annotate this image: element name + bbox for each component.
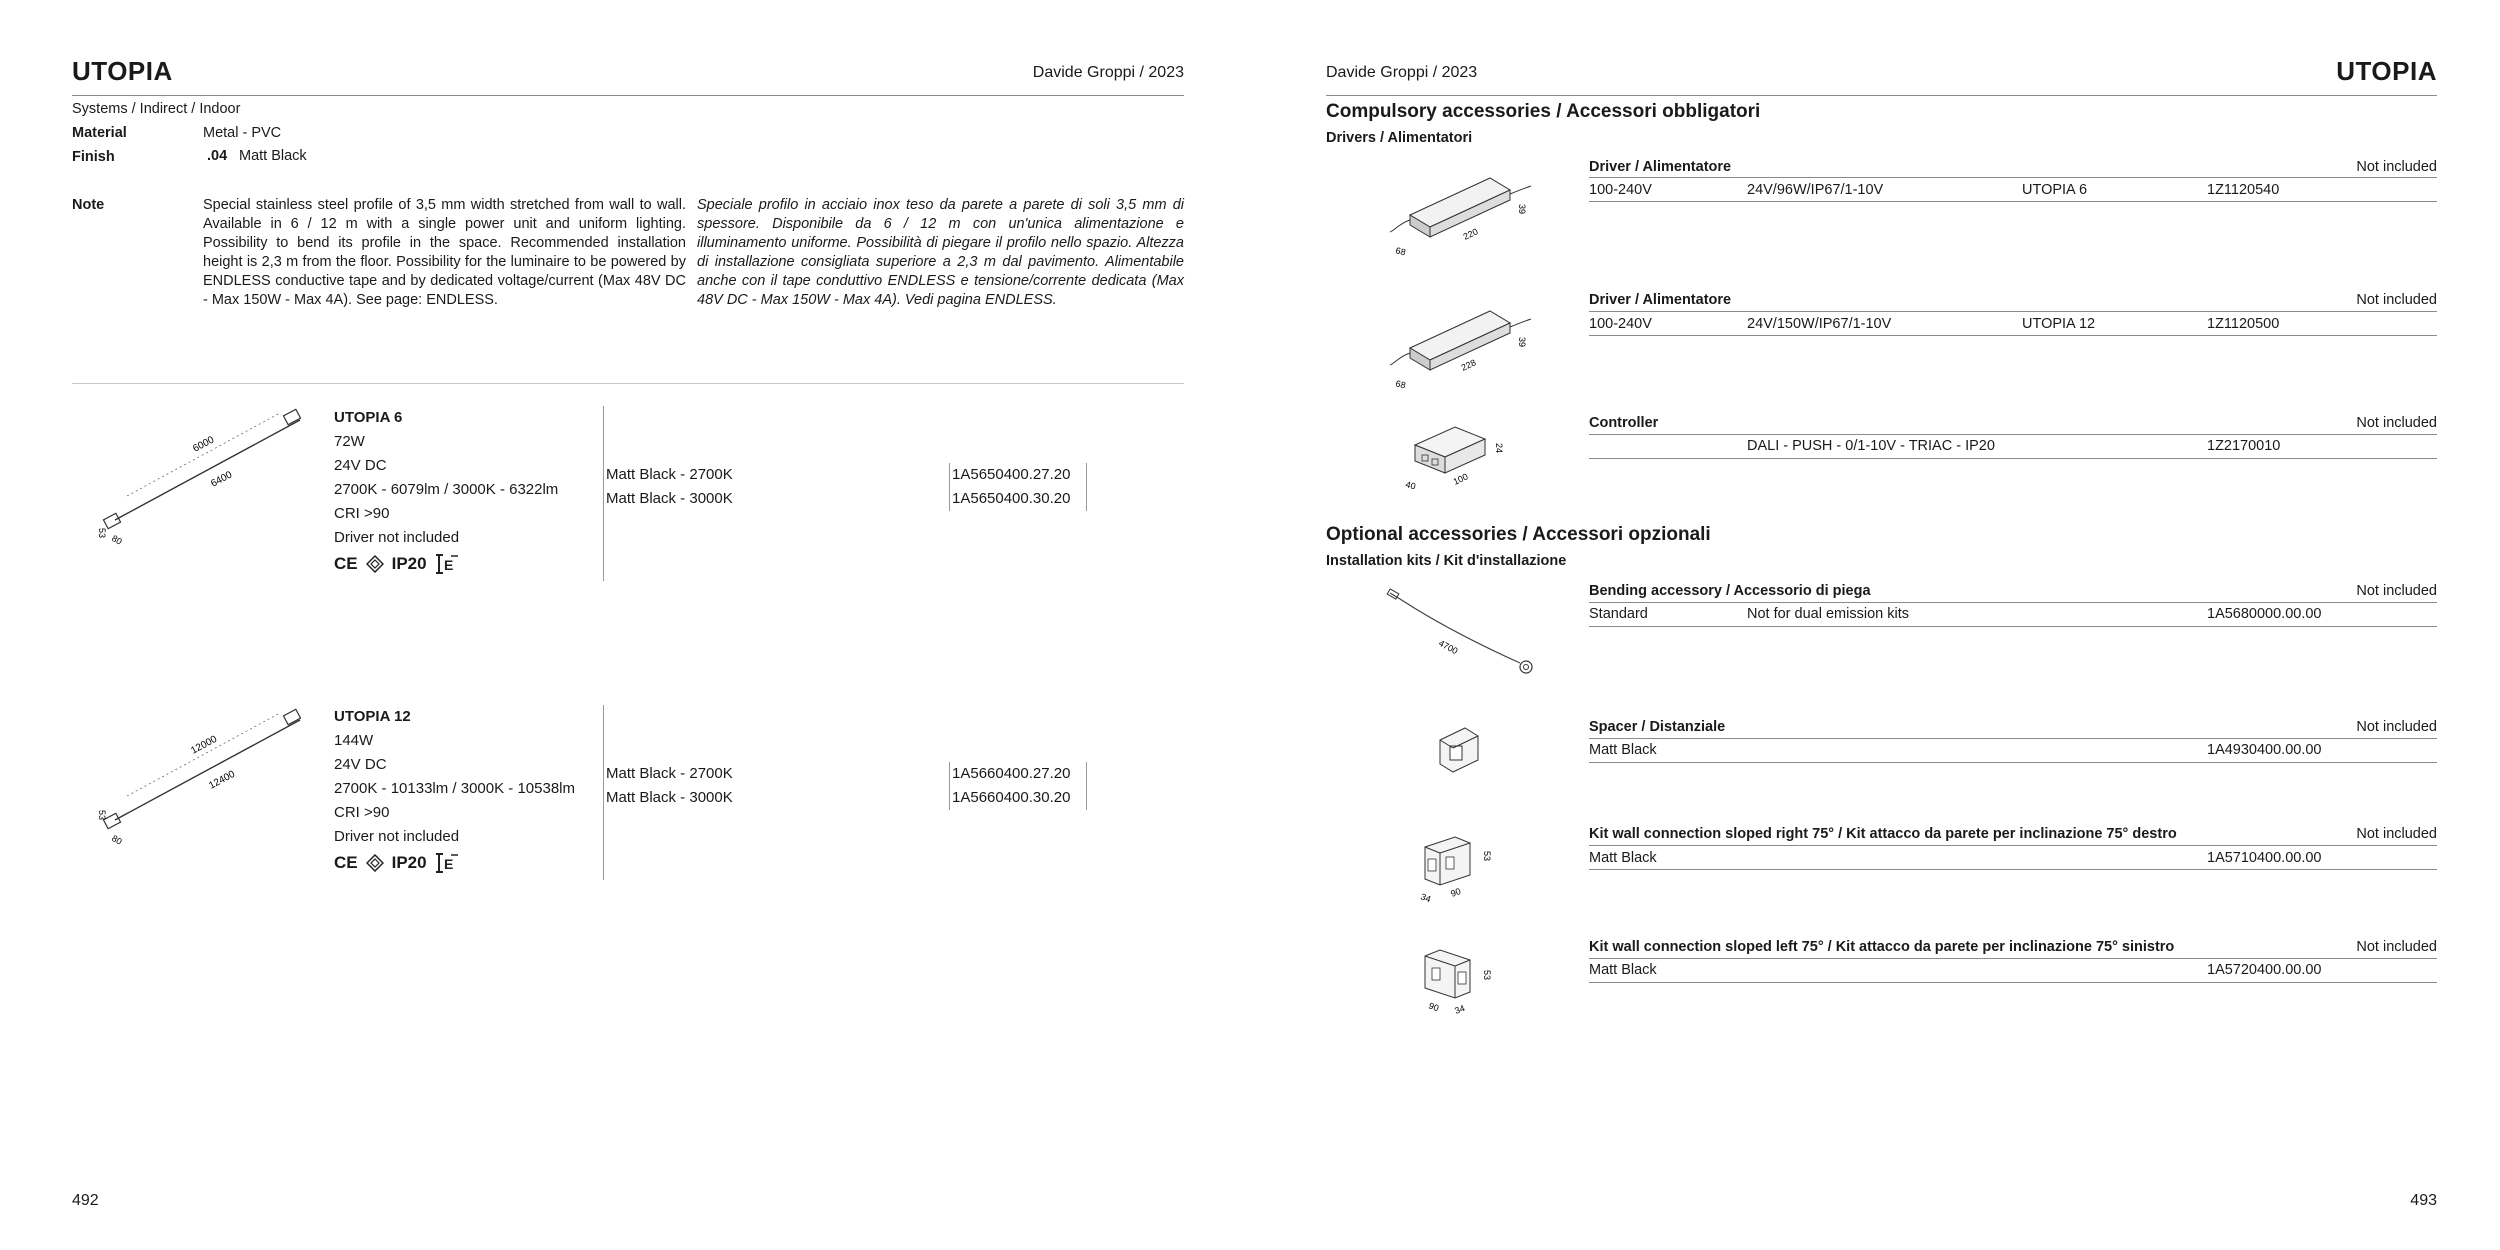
driver-utopia-12-rule-bottom	[1589, 335, 2437, 336]
left-page-number: 492	[72, 1192, 99, 1209]
utopia-6-dim-d: 80	[110, 533, 124, 547]
spacer-rule-top	[1589, 738, 2437, 739]
utopia-12-variant-1-code: 1A5660400.27.20	[952, 765, 1071, 782]
utopia-6-voltage: 24V DC	[334, 457, 387, 474]
utopia-12-variant-2-finish: Matt Black - 3000K	[606, 789, 733, 806]
note-label: Note	[72, 197, 105, 213]
controller-rule-top	[1589, 434, 2437, 435]
utopia-12-power: 144W	[334, 732, 374, 749]
ip20-mark: IP20	[391, 554, 427, 573]
driver-utopia-12-dim-d3: 39	[1517, 337, 1527, 348]
driver-utopia-12-drawing	[1385, 293, 1535, 393]
note-italian: Speciale profilo in acciaio inox teso da parete a parete di soli 3,5 mm di spessore. Disponibile da 6 / 12 m con un'unica alimentazione e illuminamento uniforme. Possibilità di piegare il profilo nello spazio. Altezza di installazione consigliata superiore a 2,3 m dal pavimento. Alimentabile anche con il tape conduttivo ENDLESS e tensione/corrente dedicata (Max 48V DC - Max 150W - Max 4A). Vedi pagina ENDLESS.	[697, 197, 1184, 308]
utopia-12-dim-d: 80	[110, 833, 124, 847]
driver-utopia-6-code: 1Z1120540	[2207, 182, 2280, 198]
controller-drawing	[1400, 415, 1520, 495]
utopia-6-variant-2-code: 1A5650400.30.20	[952, 490, 1071, 507]
ce-mark-icon: CE	[334, 554, 358, 573]
spacer-head: Spacer / Distanziale	[1589, 719, 1726, 735]
utopia-12-variant-2-code: 1A5660400.30.20	[952, 789, 1071, 806]
utopia-6-dim-a: 6000	[191, 434, 217, 455]
bending-accessory-type: Standard	[1589, 606, 1648, 622]
utopia-12-variant-1-finish: Matt Black - 2700K	[606, 765, 733, 782]
material-value: Metal - PVC	[203, 125, 282, 141]
controller-head: Controller	[1589, 415, 1659, 431]
finish-code: .04	[207, 148, 228, 164]
right-page-number: 493	[2410, 1192, 2437, 1209]
driver-utopia-12-output: 24V/150W/IP67/1-10V	[1747, 316, 1892, 332]
utopia-6-code-divider-left	[949, 463, 950, 511]
right-page-author: Davide Groppi / 2023	[1326, 64, 1478, 81]
kit-right-rule-top	[1589, 845, 2437, 846]
kit-sloped-right-finish: Matt Black	[1589, 850, 1657, 866]
kit-sloped-right-drawing	[1410, 825, 1510, 905]
driver-utopia-12-head: Driver / Alimentatore	[1589, 292, 1732, 308]
right-header-divider	[1326, 95, 2437, 96]
utopia-6-name: UTOPIA 6	[334, 409, 403, 426]
driver-utopia-6-drawing	[1385, 160, 1535, 260]
utopia-12-cert-marks	[334, 852, 459, 874]
driver-utopia-12-dim-d1: 68	[1394, 378, 1407, 391]
driver-utopia-12-rule-top	[1589, 311, 2437, 312]
driver-utopia-6-rule-bottom	[1589, 201, 2437, 202]
controller-code: 1Z2170010	[2207, 438, 2281, 454]
utopia-6-lumen: 2700K - 6079lm / 3000K - 6322lm	[334, 481, 559, 498]
controller-dim-d2: 100	[1451, 471, 1470, 487]
kit-left-rule-bottom	[1589, 982, 2437, 983]
spacer-finish: Matt Black	[1589, 742, 1657, 758]
utopia-12-dim-b: 12400	[207, 768, 237, 792]
utopia-12-driver: Driver not included	[334, 828, 460, 845]
spacer-drawing	[1430, 720, 1490, 780]
controller-spec: DALI - PUSH - 0/1-10V - TRIAC - IP20	[1747, 438, 1995, 454]
utopia-6-variant-1-code: 1A5650400.27.20	[952, 466, 1071, 483]
utopia-12-dim-c: 53	[97, 810, 107, 821]
kit-sloped-left-code: 1A5720400.00.00	[2207, 962, 2322, 978]
controller-rule-bottom	[1589, 458, 2437, 459]
kit-sloped-left-drawing	[1410, 938, 1510, 1018]
utopia-12-lumen: 2700K - 10133lm / 3000K - 10538lm	[334, 780, 575, 797]
utopia-12-name: UTOPIA 12	[334, 708, 411, 725]
kit-left-dim-d1: 90	[1427, 1000, 1441, 1014]
svg-text:E: E	[443, 557, 453, 573]
bending-accessory-note: Not for dual emission kits	[1747, 606, 1909, 622]
category-breadcrumb: Systems / Indirect / Indoor	[72, 101, 241, 117]
utopia-6-cert-marks	[334, 553, 459, 575]
utopia-6-divider	[603, 406, 604, 581]
bending-accessory-drawing	[1380, 585, 1540, 690]
bending-rule-bottom	[1589, 626, 2437, 627]
controller-dim-d3: 24	[1494, 443, 1504, 454]
kit-right-rule-bottom	[1589, 869, 2437, 870]
finish-value: Matt Black	[239, 148, 307, 164]
utopia-12-divider	[603, 705, 604, 880]
bending-accessory-code: 1A5680000.00.00	[2207, 606, 2322, 622]
compulsory-title: Compulsory accessories / Accessori obbligatori	[1326, 101, 1761, 122]
kit-sloped-left-status: Not included	[2356, 939, 2437, 955]
bending-rule-top	[1589, 602, 2437, 603]
class-symbol-icon	[366, 854, 384, 872]
kit-left-dim-d3: 53	[1482, 970, 1492, 981]
class-symbol-icon	[366, 555, 384, 573]
driver-utopia-12-code: 1Z1120500	[2207, 316, 2280, 332]
utopia-6-dim-c: 53	[97, 528, 107, 539]
utopia-6-driver: Driver not included	[334, 529, 460, 546]
utopia-12-cri: CRI >90	[334, 804, 390, 821]
kit-sloped-left-finish: Matt Black	[1589, 962, 1657, 978]
optional-title: Optional accessories / Accessori opzionali	[1326, 524, 1711, 545]
kit-right-dim-d2: 90	[1449, 886, 1463, 899]
driver-utopia-6-head: Driver / Alimentatore	[1589, 159, 1732, 175]
kit-sloped-left-head: Kit wall connection sloped left 75° / Kit attacco da parete per inclinazione 75° sinistro	[1589, 939, 2175, 955]
finish-label: Finish	[72, 149, 115, 165]
material-label: Material	[72, 125, 127, 141]
optional-subtitle: Installation kits / Kit d'installazione	[1326, 553, 1567, 569]
right-page-title: UTOPIA	[2336, 56, 2437, 86]
driver-utopia-12-model: UTOPIA 12	[2022, 316, 2096, 332]
controller-dim-d1: 40	[1404, 479, 1417, 492]
spacer-status: Not included	[2356, 719, 2437, 735]
bending-accessory-head: Bending accessory / Accessorio di piega	[1589, 583, 1871, 599]
utopia-6-variant-2-finish: Matt Black - 3000K	[606, 490, 733, 507]
kit-sloped-right-status: Not included	[2356, 826, 2437, 842]
bending-accessory-status: Not included	[2356, 583, 2437, 599]
driver-utopia-6-dim-d3: 39	[1517, 204, 1527, 215]
compulsory-subtitle: Drivers / Alimentatori	[1326, 130, 1473, 146]
left-page-author: Davide Groppi / 2023	[1032, 64, 1184, 81]
controller-status: Not included	[2356, 415, 2437, 431]
driver-utopia-6-model: UTOPIA 6	[2022, 182, 2088, 198]
kit-right-dim-d3: 53	[1482, 851, 1492, 862]
dimmable-icon	[435, 852, 459, 874]
driver-utopia-6-rule-top	[1589, 177, 2437, 178]
svg-text:E: E	[443, 856, 453, 872]
driver-utopia-12-status: Not included	[2356, 292, 2437, 308]
utopia-6-drawing	[85, 400, 315, 550]
utopia-6-dim-b: 6400	[209, 469, 235, 490]
driver-utopia-6-dim-d2: 220	[1461, 226, 1480, 242]
driver-utopia-6-input: 100-240V	[1589, 182, 1652, 198]
ip20-mark: IP20	[391, 853, 427, 872]
bending-dim-d1: 4700	[1437, 637, 1460, 657]
kit-right-dim-d1: 34	[1419, 891, 1433, 905]
section-divider	[72, 383, 1184, 384]
utopia-12-code-divider-left	[949, 762, 950, 810]
kit-sloped-right-code: 1A5710400.00.00	[2207, 850, 2322, 866]
utopia-6-cri: CRI >90	[334, 505, 390, 522]
kit-sloped-right-head: Kit wall connection sloped right 75° / Kit attacco da parete per inclinazione 75° destro	[1589, 826, 2177, 842]
spacer-code: 1A4930400.00.00	[2207, 742, 2322, 758]
driver-utopia-6-status: Not included	[2356, 159, 2437, 175]
utopia-6-code-divider-right	[1086, 463, 1087, 511]
utopia-6-variant-1-finish: Matt Black - 2700K	[606, 466, 733, 483]
spacer-rule-bottom	[1589, 762, 2437, 763]
driver-utopia-6-dim-d1: 68	[1394, 245, 1407, 258]
ce-mark-icon: CE	[334, 853, 358, 872]
driver-utopia-12-input: 100-240V	[1589, 316, 1652, 332]
kit-left-dim-d2: 34	[1453, 1003, 1467, 1016]
utopia-6-power: 72W	[334, 433, 365, 450]
utopia-12-voltage: 24V DC	[334, 756, 387, 773]
driver-utopia-12-dim-d2: 228	[1459, 357, 1478, 373]
kit-left-rule-top	[1589, 958, 2437, 959]
dimmable-icon	[435, 553, 459, 575]
utopia-12-drawing	[85, 700, 315, 850]
header-divider	[72, 95, 1184, 96]
utopia-12-code-divider-right	[1086, 762, 1087, 810]
note-english: Special stainless steel profile of 3,5 mm width stretched from wall to wall. Available in 6 / 12 m with a single power unit and uniform lighting. Possibility to bend its profile in the space. Recommended installation height is 2,3 m from the floor. Possibility for the luminaire to be powered by ENDLESS conductive tape and by dedicated voltage/current (Max 48V DC - Max 150W - Max 4A). See page: ENDLESS.	[203, 197, 686, 308]
left-page-title: UTOPIA	[72, 56, 173, 86]
utopia-12-dim-a: 12000	[189, 733, 219, 757]
driver-utopia-6-output: 24V/96W/IP67/1-10V	[1747, 182, 1884, 198]
